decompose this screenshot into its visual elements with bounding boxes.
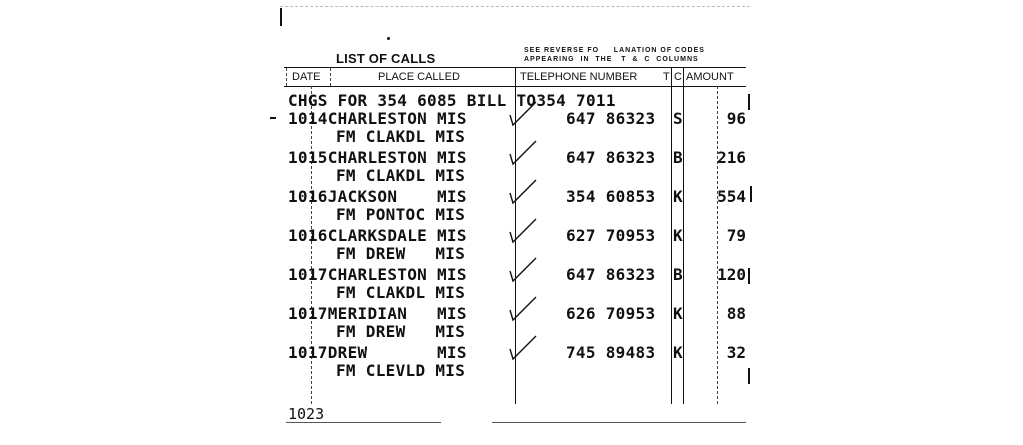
right-margin-mark bbox=[748, 268, 750, 284]
call-row-amount: 216 bbox=[717, 148, 746, 167]
call-row-telephone-number: 626 70953 bbox=[566, 304, 656, 323]
footer-rule-right bbox=[492, 422, 746, 423]
call-row-place: 1016JACKSON MIS bbox=[288, 187, 467, 206]
call-row-origin: FM CLAKDL MIS bbox=[336, 127, 466, 146]
header-c: C bbox=[674, 71, 682, 83]
codes-note-line-2: APPEARING IN THE T & C COLUMNS bbox=[524, 56, 699, 63]
form-title: LIST OF CALLS bbox=[336, 51, 436, 66]
call-row-telephone-number: 354 60853 bbox=[566, 187, 656, 206]
codes-note-line-1: SEE REVERSE FO LANATION OF CODES bbox=[524, 47, 705, 54]
call-row-origin: FM CLAKDL MIS bbox=[336, 283, 466, 302]
header-place-called: PLACE CALLED bbox=[378, 71, 460, 83]
call-row-code: K bbox=[673, 343, 683, 362]
checkmark-icon bbox=[506, 216, 538, 246]
call-row-origin: FM DREW MIS bbox=[336, 322, 466, 341]
call-row-telephone-number: 647 86323 bbox=[566, 265, 656, 284]
call-row-code: B bbox=[673, 265, 683, 284]
call-row-place: 1017MERIDIAN MIS bbox=[288, 304, 467, 323]
date-col-right-border bbox=[330, 68, 331, 86]
call-row-amount: 96 bbox=[726, 109, 746, 128]
header-date: DATE bbox=[292, 71, 321, 83]
call-row-telephone-number: 647 86323 bbox=[566, 148, 656, 167]
checkmark-icon bbox=[506, 99, 538, 129]
call-row-origin: FM DREW MIS bbox=[336, 244, 466, 263]
billing-line: CHGS FOR 354 6085 BILL TO354 7011 bbox=[288, 91, 616, 110]
call-row-amount: 79 bbox=[726, 226, 746, 245]
right-margin-mark bbox=[748, 368, 750, 384]
call-row-amount: 554 bbox=[717, 187, 746, 206]
call-row-place: 1014CHARLESTON MIS bbox=[288, 109, 467, 128]
checkmark-icon bbox=[506, 177, 538, 207]
call-row-origin: FM CLAKDL MIS bbox=[336, 166, 466, 185]
header-amount: AMOUNT bbox=[686, 71, 734, 83]
checkmark-icon bbox=[506, 333, 538, 363]
call-row-amount: 88 bbox=[726, 304, 746, 323]
margin-tick-mark bbox=[280, 8, 282, 26]
call-row-code: K bbox=[673, 304, 683, 323]
call-list-document bbox=[280, 0, 750, 445]
codes-note bbox=[524, 46, 705, 64]
t-col-border bbox=[671, 68, 672, 404]
call-row-place: 1017CHARLESTON MIS bbox=[288, 265, 467, 284]
date-col-left-border bbox=[286, 68, 287, 86]
call-row-code: B bbox=[673, 148, 683, 167]
right-margin-mark bbox=[748, 94, 750, 110]
left-margin-dash bbox=[270, 117, 276, 119]
call-row-amount: 32 bbox=[726, 343, 746, 362]
call-row-telephone-number: 627 70953 bbox=[566, 226, 656, 245]
c-col-border bbox=[683, 68, 684, 404]
call-row-origin: FM PONTOC MIS bbox=[336, 205, 466, 224]
footer-rule-left bbox=[286, 422, 441, 423]
call-row-place: 1015CHARLESTON MIS bbox=[288, 148, 467, 167]
call-row-telephone-number: 647 86323 bbox=[566, 109, 656, 128]
call-row-amount: 120 bbox=[717, 265, 746, 284]
call-row-place: 1016CLARKSDALE MIS bbox=[288, 226, 467, 245]
call-row-code: K bbox=[673, 226, 683, 245]
footer-number: 1023 bbox=[288, 405, 325, 423]
checkmark-icon bbox=[506, 294, 538, 324]
call-row-origin: FM CLEVLD MIS bbox=[336, 361, 466, 380]
right-margin-mark bbox=[750, 186, 752, 202]
checkmark-icon bbox=[506, 255, 538, 285]
call-row-code: S bbox=[673, 109, 683, 128]
scan-dot bbox=[387, 37, 390, 40]
call-row-telephone-number: 745 89483 bbox=[566, 343, 656, 362]
call-row-code: K bbox=[673, 187, 683, 206]
header-telephone-number: TELEPHONE NUMBER bbox=[520, 71, 638, 83]
header-t: T bbox=[663, 71, 670, 83]
checkmark-icon bbox=[506, 138, 538, 168]
call-row-place: 1017DREW MIS bbox=[288, 343, 467, 362]
top-dashed-rule bbox=[280, 6, 750, 7]
